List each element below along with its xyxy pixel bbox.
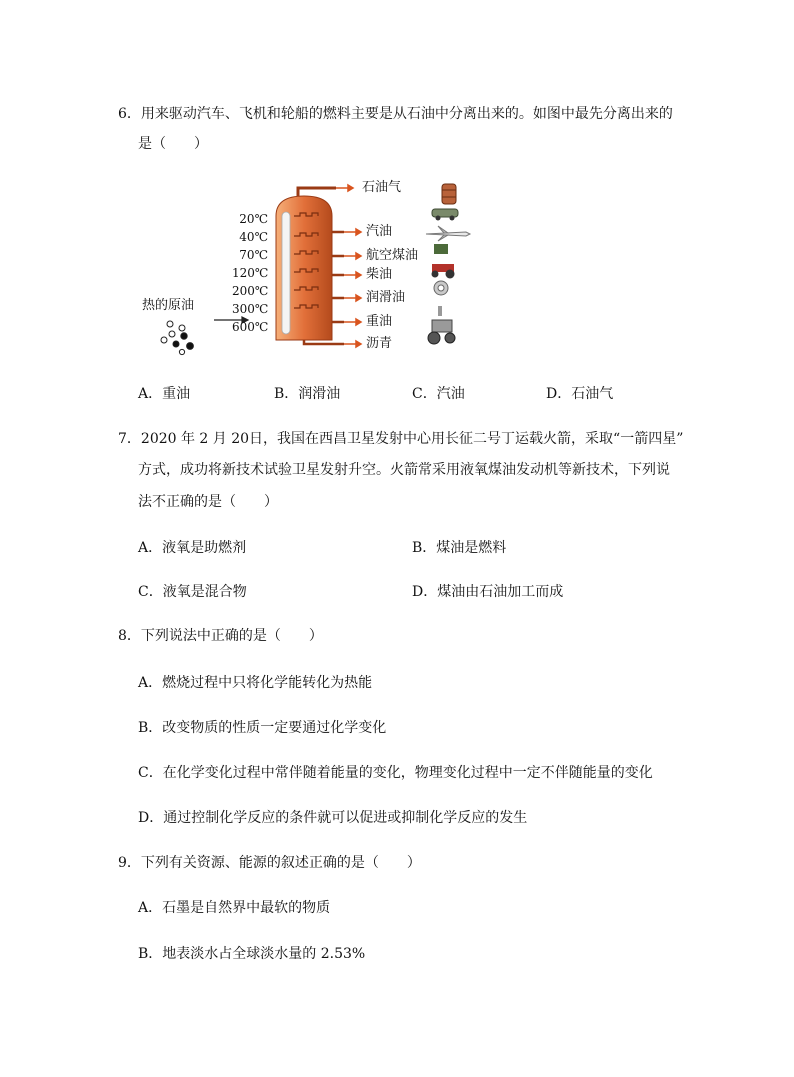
product-label: 石油气	[362, 180, 402, 195]
product-label: 沥青	[366, 336, 393, 351]
q7-option-c[interactable]: C．液氧是混合物	[138, 584, 247, 600]
q8-option-c[interactable]: C．在化学变化过程中常伴随着能量的变化，物理变化过程中一定不伴随能量的变化	[138, 765, 653, 781]
q6-stem-line-1: 6．用来驱动汽车、飞机和轮船的燃料主要是从石油中分离出来的。如图中最先分离出来的	[118, 106, 673, 122]
crude-oil-label: 热的原油	[142, 298, 195, 313]
top-pipe	[298, 188, 336, 196]
q7-option-d[interactable]: D．煤油由石油加工而成	[412, 584, 564, 600]
q9-option-a[interactable]: A．石墨是自然界中最软的物质	[138, 900, 331, 916]
car-icon	[432, 209, 458, 221]
temperature-label: 300℃	[232, 302, 269, 316]
product-label: 重油	[366, 314, 393, 329]
inner-tube	[282, 212, 290, 334]
product-label: 航空煤油	[366, 248, 419, 263]
temperature-label: 70℃	[239, 248, 268, 262]
q6-option-d[interactable]: D．石油气	[546, 386, 614, 402]
temperature-label: 40℃	[239, 230, 268, 244]
product-label: 柴油	[366, 267, 393, 282]
q7-option-b[interactable]: B．煤油是燃料	[412, 540, 507, 556]
q8-option-d[interactable]: D．通过控制化学反应的条件就可以促进或抑制化学反应的发生	[138, 810, 528, 826]
q7-stem-line-1: 7．2020 年 2 月 20日，我国在西昌卫星发射中心用长征二号丁运载火箭，采取“一箭四星”	[118, 431, 684, 447]
temperature-label: 200℃	[232, 284, 269, 298]
oil-droplets	[161, 321, 193, 355]
product-label: 汽油	[366, 224, 393, 239]
q9-option-b[interactable]: B．地表淡水占全球淡水量的 2.53%	[138, 946, 366, 962]
airplane-icon	[426, 226, 470, 241]
q6-stem-line-2: 是（ ）	[138, 136, 208, 152]
q8-stem: 8．下列说法中正确的是（ ）	[118, 628, 323, 644]
gas-tank-icon	[442, 184, 456, 204]
gear-icon	[434, 281, 448, 295]
temperature-label: 120℃	[232, 266, 269, 280]
tractor-icon	[432, 244, 455, 279]
q7-option-a[interactable]: A．液氧是助燃剂	[138, 540, 247, 556]
fractional-distillation-figure	[136, 178, 496, 358]
q8-option-a[interactable]: A．燃烧过程中只将化学能转化为热能	[138, 675, 373, 691]
q6-option-a[interactable]: A．重油	[138, 386, 191, 402]
q7-stem-line-3: 法不正确的是（ ）	[138, 494, 278, 510]
q9-stem: 9．下列有关资源、能源的叙述正确的是（ ）	[118, 855, 421, 871]
q6-option-c[interactable]: C．汽油	[412, 386, 465, 402]
product-label: 润滑油	[366, 290, 406, 305]
q6-option-b[interactable]: B．润滑油	[274, 386, 341, 402]
temperature-label: 600℃	[232, 320, 269, 334]
q7-stem-line-2: 方式，成功将新技术试验卫星发射升空。火箭常采用液氧煤油发动机等新技术，下列说	[138, 462, 670, 478]
q8-option-b[interactable]: B．改变物质的性质一定要通过化学变化	[138, 720, 387, 736]
temperature-label: 20℃	[239, 212, 268, 226]
road-roller-icon	[428, 306, 455, 344]
distillation-column-diagram	[136, 178, 496, 358]
